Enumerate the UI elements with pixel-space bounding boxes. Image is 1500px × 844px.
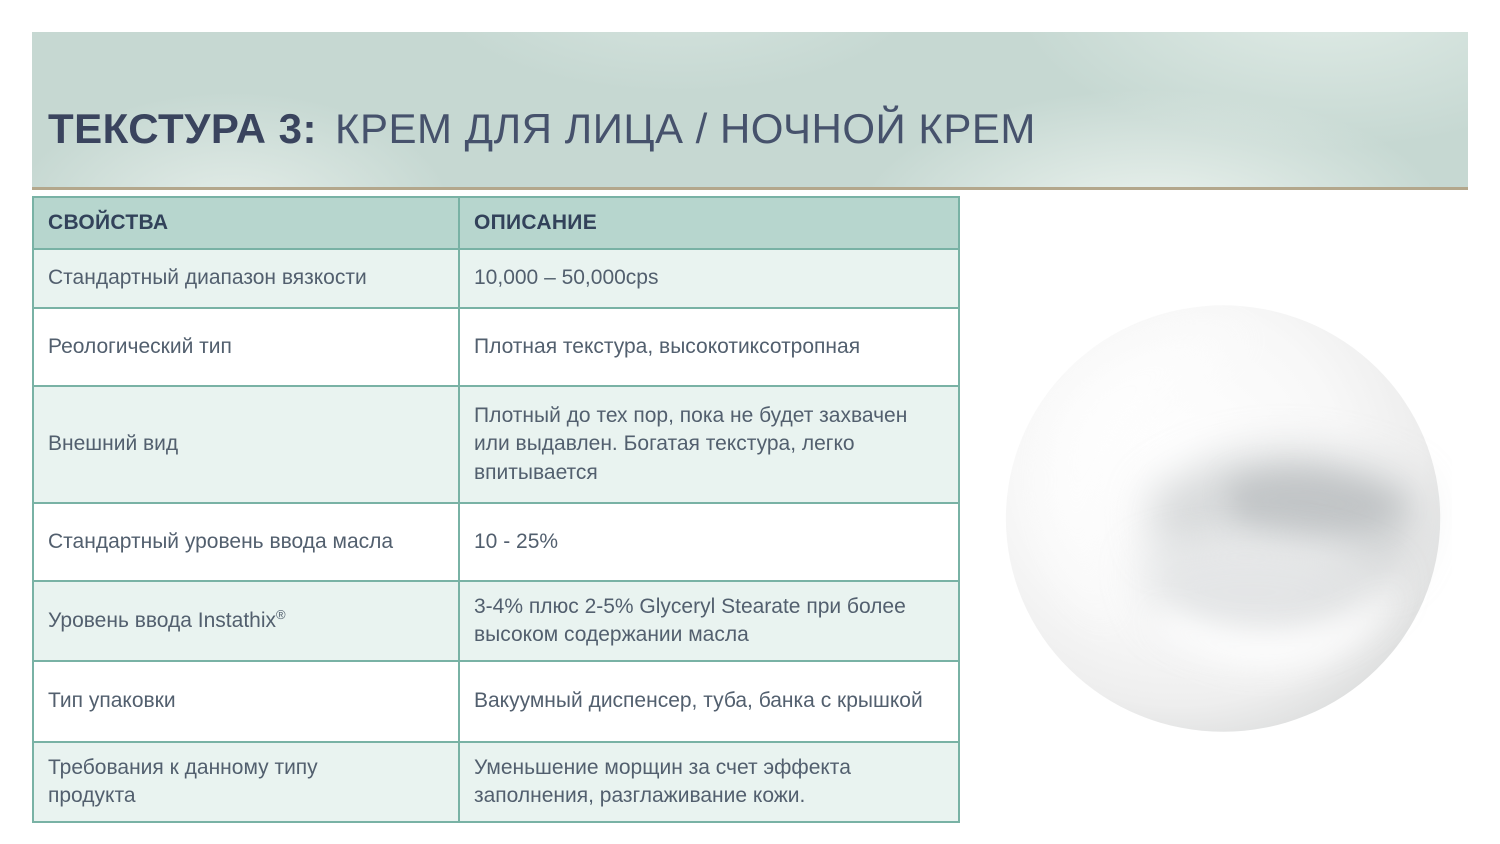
- description-cell: Плотный до тех пор, пока не будет захвачен или выдавлен. Богатая текстура, легко впитывается: [459, 386, 959, 503]
- table-row: [33, 742, 959, 822]
- table-row: [33, 308, 959, 386]
- description-cell: 10,000 – 50,000cps: [459, 249, 959, 308]
- property-cell: Внешний вид: [33, 386, 459, 503]
- page-title: [48, 105, 1036, 152]
- description-cell: Уменьшение морщин за счет эффекта заполнения, разглаживание кожи.: [459, 742, 959, 822]
- table-row: [33, 661, 959, 742]
- property-cell: Требования к данному типу продукта: [33, 742, 459, 822]
- property-cell: Стандартный уровень ввода масла: [33, 503, 459, 581]
- property-text: Уровень ввода Instathix: [48, 608, 276, 632]
- cream-swatch-image: [1000, 296, 1452, 744]
- description-cell: 3-4% плюс 2-5% Glyceryl Stearate при более высоком содержании масла: [459, 581, 959, 661]
- table-row: [33, 249, 959, 308]
- description-cell: Плотная текстура, высокотиксотропная: [459, 308, 959, 386]
- description-cell: 10 - 25%: [459, 503, 959, 581]
- page-title-rest: КРЕМ ДЛЯ ЛИЦА / НОЧНОЙ КРЕМ: [334, 105, 1036, 152]
- table-row: [33, 503, 959, 581]
- properties-table: [32, 196, 960, 823]
- title-banner: [32, 32, 1468, 190]
- property-cell: [33, 581, 459, 661]
- property-cell: Стандартный диапазон вязкости: [33, 249, 459, 308]
- page-title-prefix: ТЕКСТУРА 3:: [48, 105, 317, 152]
- cream-swatch-svg: [1000, 296, 1452, 744]
- property-cell: Реологический тип: [33, 308, 459, 386]
- registered-trademark-symbol: ®: [276, 606, 286, 622]
- table-header-row: [33, 197, 959, 249]
- description-cell: Вакуумный диспенсер, туба, банка с крышкой: [459, 661, 959, 742]
- property-cell: Тип упаковки: [33, 661, 459, 742]
- table-row: [33, 386, 959, 503]
- column-header-properties: СВОЙСТВА: [33, 197, 459, 249]
- table-row: [33, 581, 959, 661]
- column-header-description: ОПИСАНИЕ: [459, 197, 959, 249]
